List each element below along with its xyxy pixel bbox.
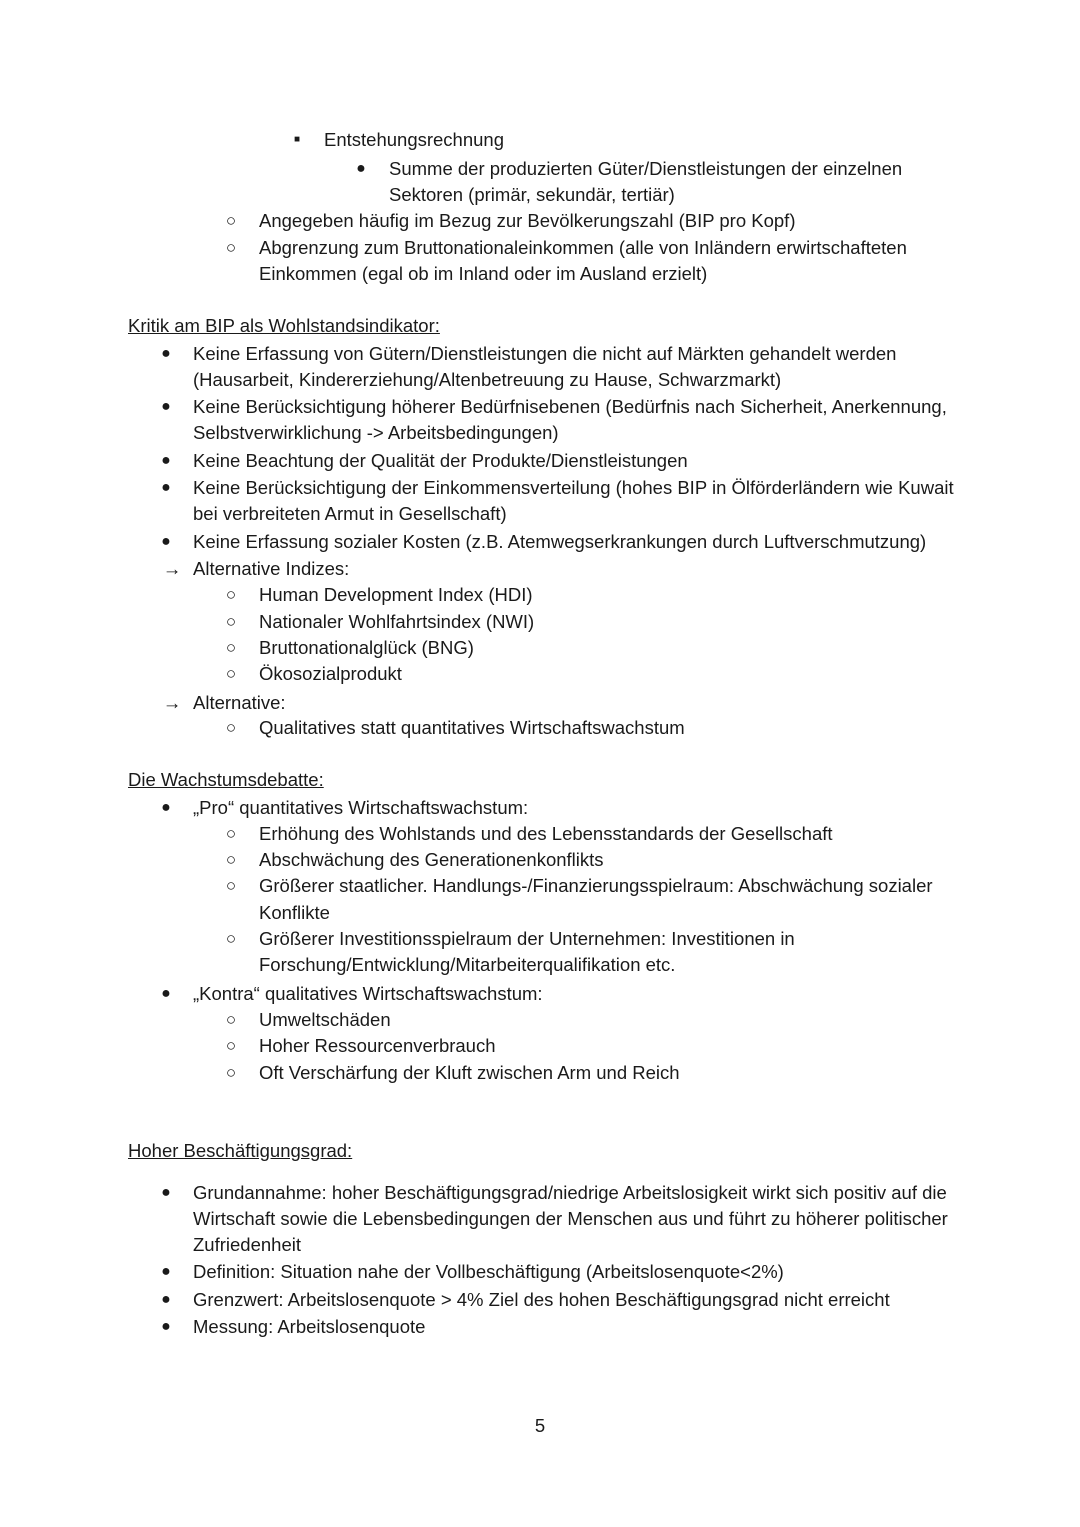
bullet-icon: ● bbox=[161, 1263, 171, 1280]
list-item-text: Qualitatives statt quantitatives Wirtschaftswachstum bbox=[259, 717, 685, 738]
list-item-text: „Kontra“ qualitatives Wirtschaftswachstum: bbox=[193, 983, 543, 1004]
list-item-text: Umweltschäden bbox=[259, 1009, 391, 1030]
circle-bullet-icon: ○ bbox=[225, 211, 237, 230]
list-item-text: Keine Berücksichtigung der Einkommensverteilung (hohes BIP in Ölförderländern wie Kuwait bbox=[193, 477, 954, 498]
list-item-text: Nationaler Wohlfahrtsindex (NWI) bbox=[259, 611, 535, 632]
list-item-text: Größerer staatlicher. Handlungs-/Finanzierungsspielraum: Abschwächung sozialer bbox=[259, 875, 933, 896]
list-item-text: Einkommen (egal ob im Inland oder im Ausland erzielt) bbox=[259, 263, 708, 284]
list-item-text: bei verbreiteten Armut in Gesellschaft) bbox=[193, 503, 507, 524]
section-heading: Hoher Beschäftigungsgrad: bbox=[128, 1140, 353, 1161]
right-arrow-icon: → bbox=[162, 692, 182, 713]
square-bullet-icon: ■ bbox=[293, 134, 301, 145]
list-item-text: Grenzwert: Arbeitslosenquote > 4% Ziel des hohen Beschäftigungsgrad nicht erreicht bbox=[193, 1289, 890, 1310]
circle-bullet-icon: ○ bbox=[225, 238, 237, 257]
list-item-text: Entstehungsrechnung bbox=[324, 129, 504, 150]
circle-bullet-icon: ○ bbox=[225, 612, 237, 631]
list-item-text: Konflikte bbox=[259, 902, 330, 923]
list-item-text: Messung: Arbeitslosenquote bbox=[193, 1316, 426, 1337]
list-item-text: „Pro“ quantitatives Wirtschaftswachstum: bbox=[193, 797, 529, 818]
list-item-text: Selbstverwirklichung -> Arbeitsbedingungen) bbox=[193, 422, 559, 443]
bullet-icon: ● bbox=[161, 533, 171, 550]
bullet-icon: ● bbox=[161, 479, 171, 496]
list-item-text: Keine Beachtung der Qualität der Produkte/Dienstleistungen bbox=[193, 450, 688, 471]
list-item-text: Keine Erfassung von Gütern/Dienstleistungen die nicht auf Märkten gehandelt werden bbox=[193, 343, 897, 364]
circle-bullet-icon: ○ bbox=[225, 850, 237, 869]
list-item-text: Grundannahme: hoher Beschäftigungsgrad/niedrige Arbeitslosigkeit wirkt sich positiv auf die bbox=[193, 1182, 947, 1203]
arrow-item-text: Alternative Indizes: bbox=[193, 558, 350, 579]
list-item-text: Ökosozialprodukt bbox=[259, 663, 402, 684]
list-item-text: Human Development Index (HDI) bbox=[259, 584, 533, 605]
bullet-icon: ● bbox=[161, 452, 171, 469]
list-item-text: Angegeben häufig im Bezug zur Bevölkerungszahl (BIP pro Kopf) bbox=[259, 210, 796, 231]
circle-bullet-icon: ○ bbox=[225, 638, 237, 657]
list-item-text: Hoher Ressourcenverbrauch bbox=[259, 1035, 496, 1056]
list-item-text: Abschwächung des Generationenkonflikts bbox=[259, 849, 604, 870]
list-item-text: Summe der produzierten Güter/Dienstleistungen der einzelnen bbox=[389, 158, 903, 179]
list-item-text: Forschung/Entwicklung/Mitarbeiterqualifikation etc. bbox=[259, 954, 676, 975]
page-number: 5 bbox=[534, 1415, 546, 1436]
circle-bullet-icon: ○ bbox=[225, 585, 237, 604]
circle-bullet-icon: ○ bbox=[225, 664, 237, 683]
list-item-text: Keine Berücksichtigung höherer Bedürfnisebenen (Bedürfnis nach Sicherheit, Anerkennung, bbox=[193, 396, 947, 417]
bullet-icon: ● bbox=[161, 1318, 171, 1335]
list-item-text: Abgrenzung zum Bruttonationaleinkommen (alle von Inländern erwirtschafteten bbox=[259, 237, 907, 258]
bullet-icon: ● bbox=[161, 1291, 171, 1308]
arrow-item-text: Alternative: bbox=[193, 692, 286, 713]
list-item-text: Größerer Investitionsspielraum der Unternehmen: Investitionen in bbox=[259, 928, 795, 949]
bullet-icon: ● bbox=[161, 398, 171, 415]
bullet-icon: ● bbox=[161, 799, 171, 816]
list-item-text: Oft Verschärfung der Kluft zwischen Arm und Reich bbox=[259, 1062, 680, 1083]
circle-bullet-icon: ○ bbox=[225, 1063, 237, 1082]
right-arrow-icon: → bbox=[162, 558, 182, 579]
circle-bullet-icon: ○ bbox=[225, 718, 237, 737]
circle-bullet-icon: ○ bbox=[225, 824, 237, 843]
circle-bullet-icon: ○ bbox=[225, 929, 237, 948]
list-item-text: Wirtschaft sowie die Lebensbedingungen der Menschen aus und führt zu höherer politischer bbox=[193, 1208, 948, 1229]
section-heading: Die Wachstumsdebatte: bbox=[128, 769, 324, 790]
circle-bullet-icon: ○ bbox=[225, 876, 237, 895]
section-heading: Kritik am BIP als Wohlstandsindikator: bbox=[128, 315, 440, 336]
list-item-text: Zufriedenheit bbox=[193, 1234, 301, 1255]
list-item-text: Definition: Situation nahe der Vollbeschäftigung (Arbeitslosenquote<2%) bbox=[193, 1261, 784, 1282]
list-item-text: Erhöhung des Wohlstands und des Lebensstandards der Gesellschaft bbox=[259, 823, 833, 844]
circle-bullet-icon: ○ bbox=[225, 1036, 237, 1055]
bullet-icon: ● bbox=[161, 985, 171, 1002]
circle-bullet-icon: ○ bbox=[225, 1010, 237, 1029]
bullet-icon: ● bbox=[161, 1184, 171, 1201]
bullet-icon: ● bbox=[356, 160, 366, 177]
list-item-text: Keine Erfassung sozialer Kosten (z.B. Atemwegserkrankungen durch Luftverschmutzung) bbox=[193, 531, 927, 552]
bullet-icon: ● bbox=[161, 345, 171, 362]
list-item-text: (Hausarbeit, Kindererziehung/Altenbetreuung zu Hause, Schwarzmarkt) bbox=[193, 369, 782, 390]
list-item-text: Bruttonationalglück (BNG) bbox=[259, 637, 474, 658]
list-item-text: Sektoren (primär, sekundär, tertiär) bbox=[389, 184, 675, 205]
